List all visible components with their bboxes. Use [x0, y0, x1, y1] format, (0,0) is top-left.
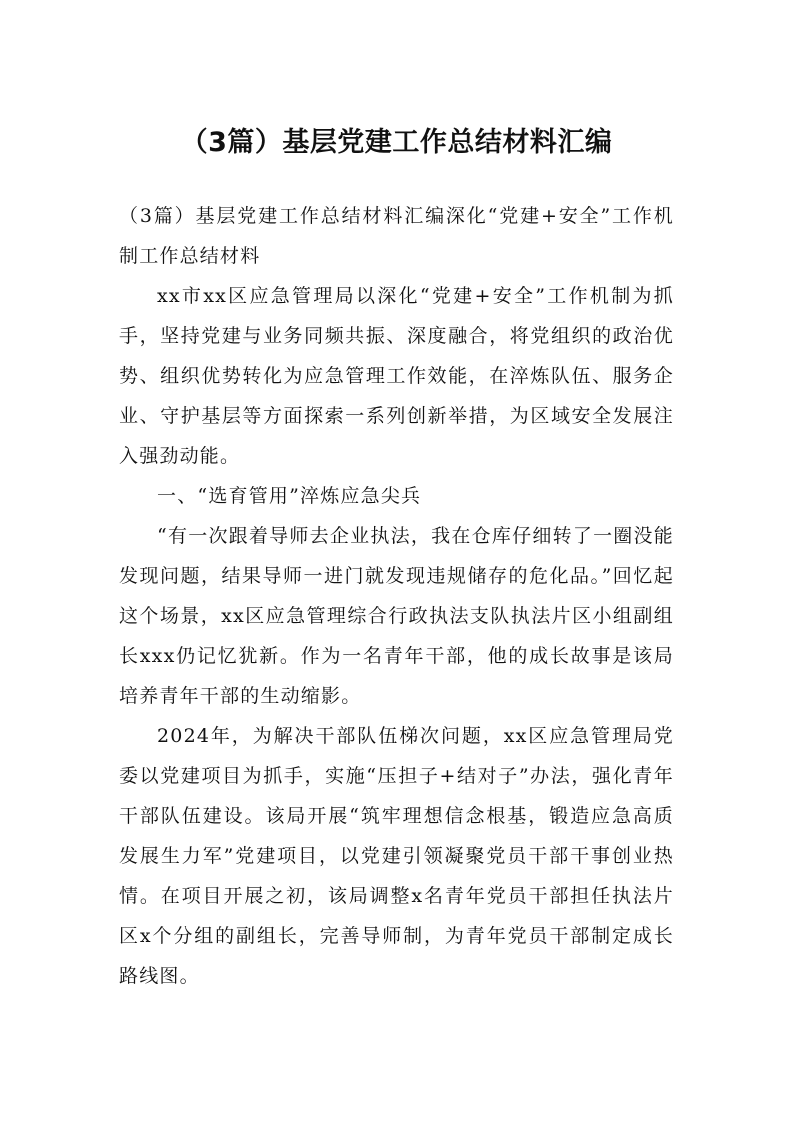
- document-title: （3篇）基层党建工作总结材料汇编: [180, 127, 613, 158]
- body-paragraph: 2024年，为解决干部队伍梯次问题，xx区应急管理局党委以党建项目为抓手，实施“压担子+结对子”办法，强化青年干部队伍建设。该局开展“筑牢理想信念根基，锻造应急高质发展生力军”党建项目，以党建引领凝聚党员干部干事创业热情。在项目开展之初，该局调整x名青年党员干部担任执法片区x个分组的副组长，完善导师制，为青年党员干部制定成长路线图。: [119, 725, 674, 987]
- body-paragraph: “有一次跟着导师去企业执法，我在仓库仔细转了一圈没能发现问题，结果导师一进门就发现违规储存的危化品。”回忆起这个场景，xx区应急管理综合行政执法支队执法片区小组副组长xxx仍记忆犹新。作为一名青年干部，他的成长故事是该局培养青年干部的生动缩影。: [119, 525, 674, 707]
- document-body: [119, 196, 674, 996]
- intro-paragraph: （3篇）基层党建工作总结材料汇编深化“党建+安全”工作机制工作总结材料: [119, 205, 674, 267]
- section-heading: 一、“选育管用”淬炼应急尖兵: [157, 485, 422, 507]
- body-paragraph: xx市xx区应急管理局以深化“党建+安全”工作机制为抓手，坚持党建与业务同频共振、深度融合，将党组织的政治优势、组织优势转化为应急管理工作效能，在淬炼队伍、服务企业、守护基层等方面探索一系列创新举措，为区域安全发展注入强劲动能。: [119, 285, 674, 467]
